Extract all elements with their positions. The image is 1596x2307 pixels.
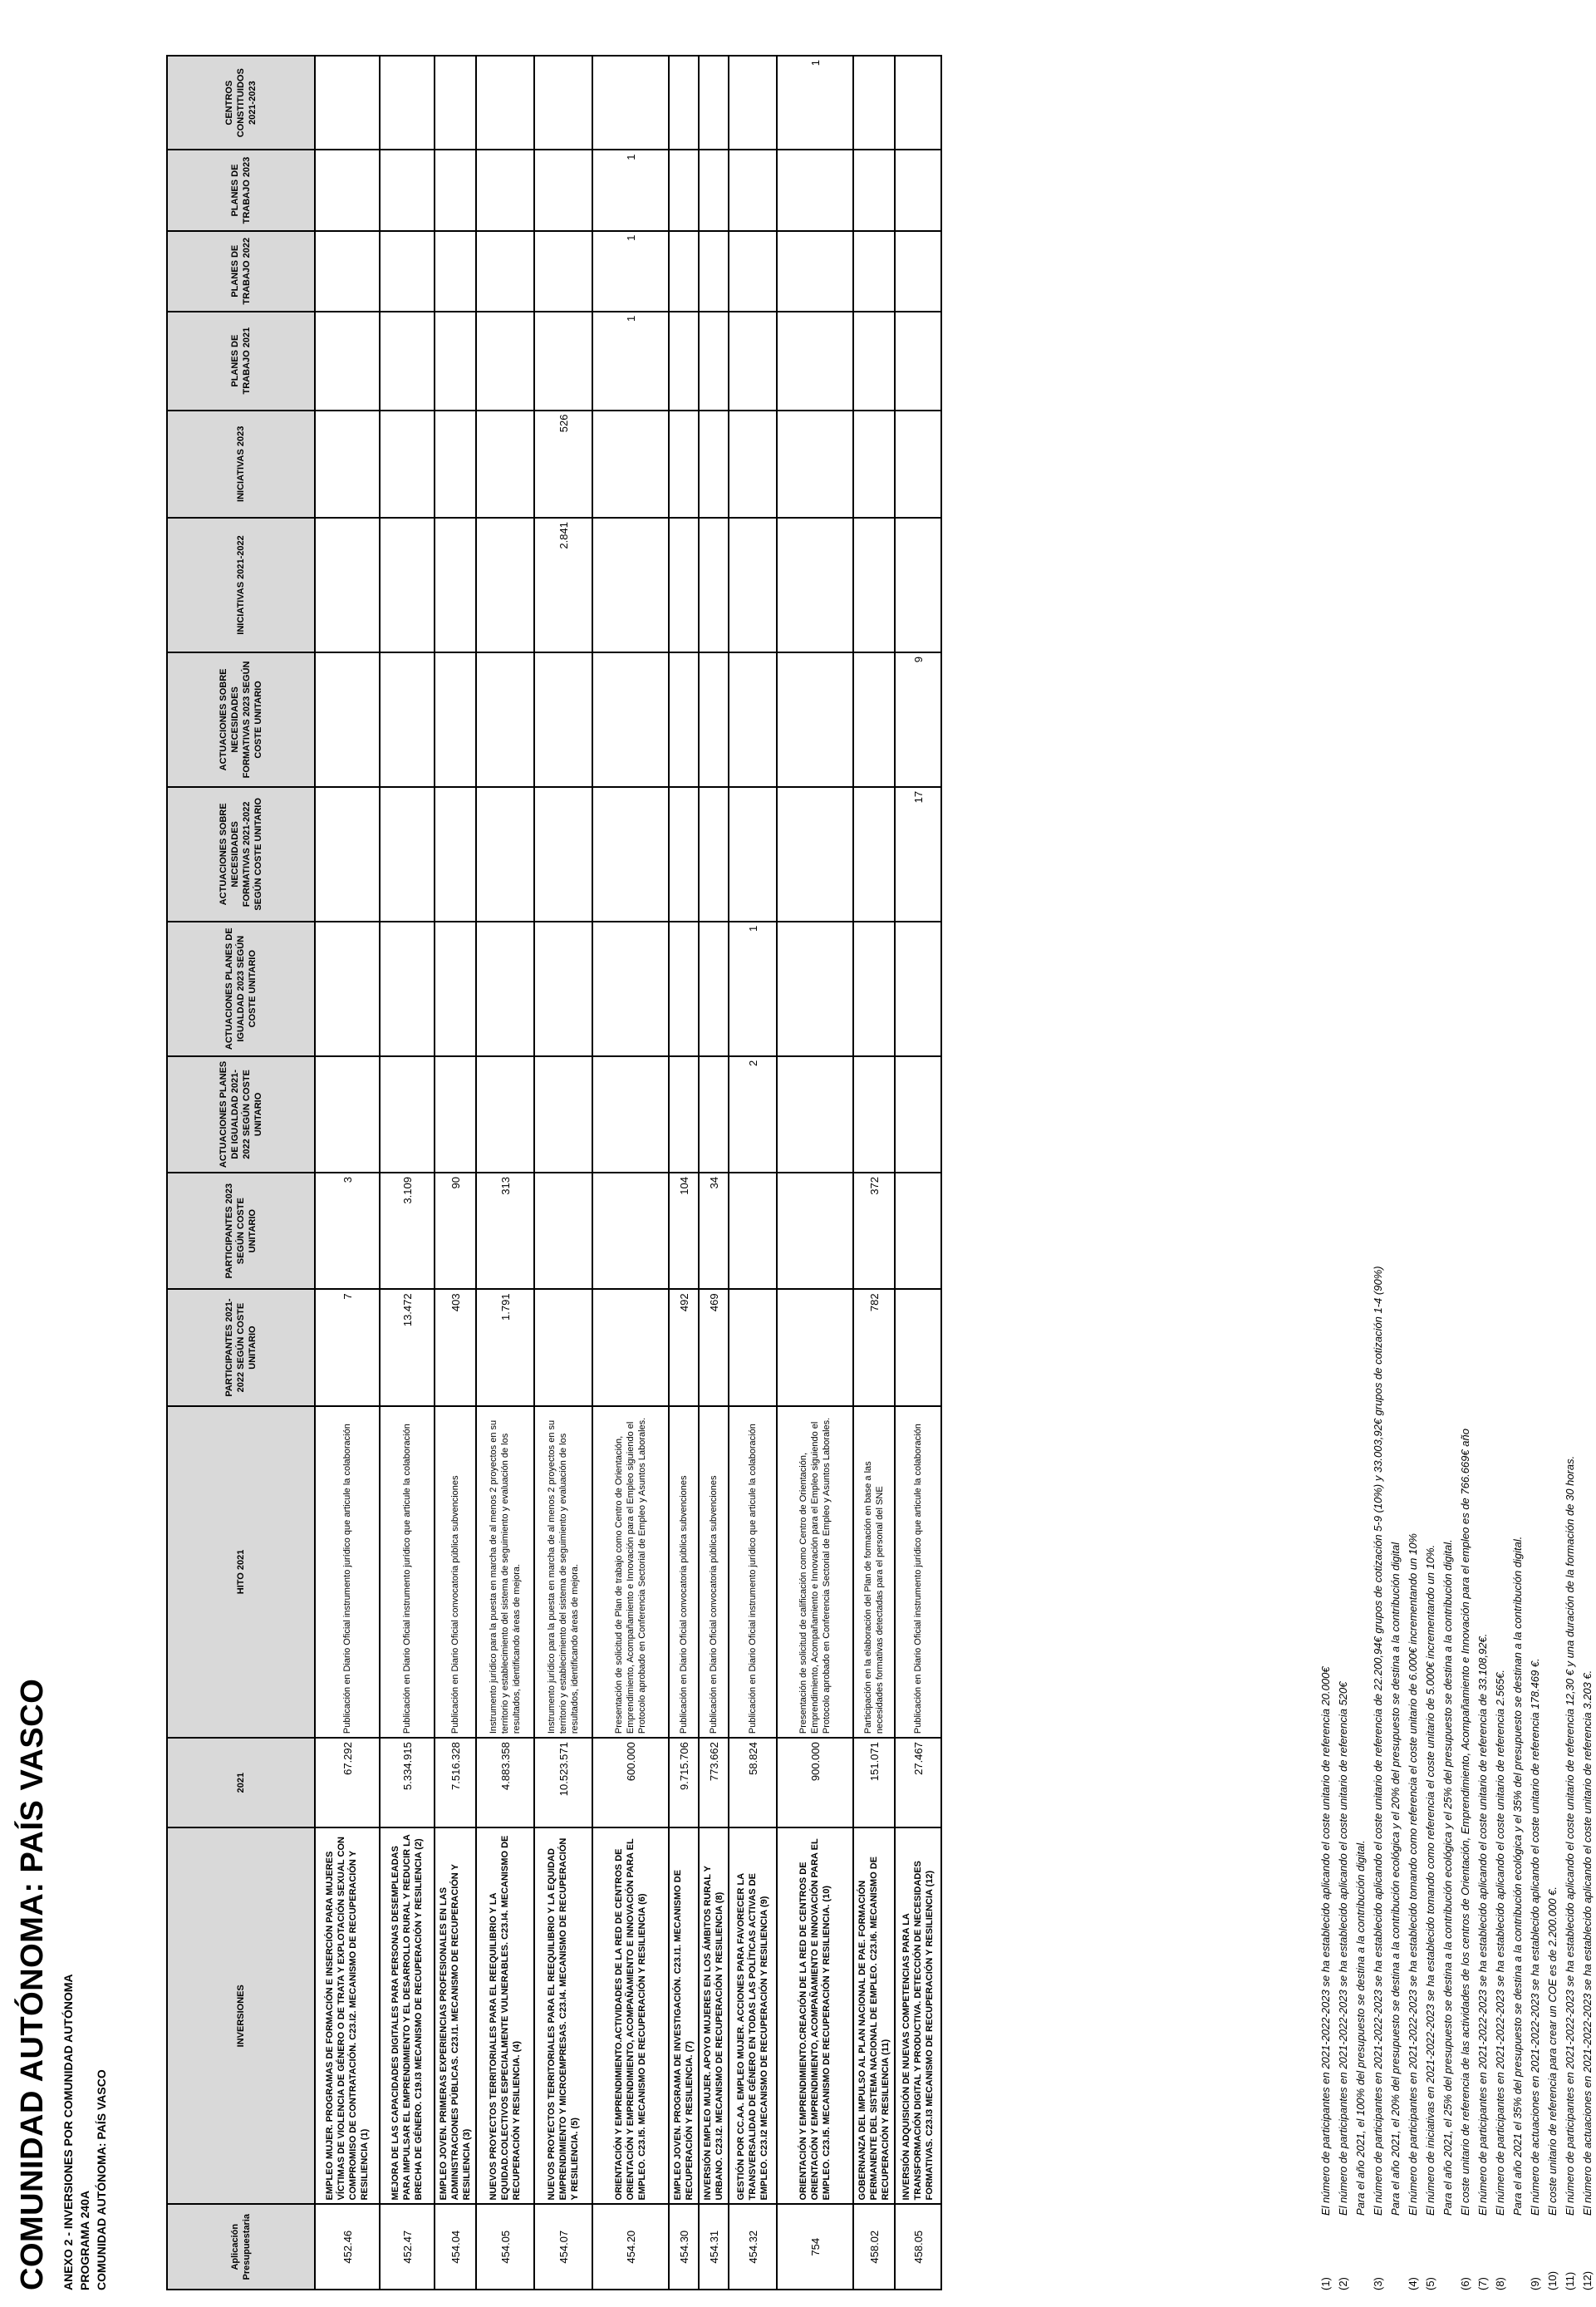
iniciativas-2023-cell <box>435 411 476 519</box>
igualdad-2021-2022-cell <box>380 1056 435 1173</box>
planes-2021-cell: 1 <box>592 312 669 411</box>
participantes-2023-cell <box>534 1173 592 1289</box>
aplicacion-cell: 454.07 <box>534 2204 592 2290</box>
planes-2023-cell <box>699 150 729 230</box>
inversion-cell: ORIENTACIÓN Y EMPRENDIMIENTO.CREACIÓN DE LA RED DE CENTROS DE ORIENTACIÓN Y EMPRENDIMIENTO, ACOMPAÑAMIENTO E INNOVACIÓN PARA EL EMPLEO. C23.I5. MECANISMO DE RECUPERACIÓN Y RESILIENCIA. (10) <box>777 1827 853 2204</box>
col-header-igualdad-2021-2022: ACTUACIONES PLANES DE IGUALDAD 2021-2022 SEGÚN COSTE UNITARIO <box>167 1056 315 1173</box>
footnote-text: Para el año 2021, el 20% del presupuesto se destina a la contribución ecológica y el 20% del presupuesto se destina a la contribución digital <box>1389 1542 1402 2216</box>
table-row <box>435 56 476 2290</box>
participantes-2023-cell <box>592 1173 669 1289</box>
iniciativas-2023-cell <box>729 411 777 519</box>
footnote-text: El número de participantes en 2021-2022-2023 se ha establecido aplicando el coste unitario de referencia 20.000€ <box>1319 1666 1332 2216</box>
formativas-2023-cell <box>777 652 853 787</box>
importe-2021-cell: 773.662 <box>699 1738 729 1827</box>
participantes-2023-cell: 313 <box>476 1173 534 1289</box>
importe-2021-cell: 7.516.328 <box>435 1738 476 1827</box>
hito-cell: Publicación en Diario Oficial convocatoria pública subvenciones <box>699 1406 729 1738</box>
iniciativas-2023-cell <box>895 411 941 519</box>
aplicacion-cell: 454.32 <box>729 2204 777 2290</box>
importe-2021-cell: 5.334.915 <box>380 1738 435 1827</box>
formativas-2021-2022-cell: 17 <box>895 787 941 922</box>
subtitle-block <box>60 1974 110 2290</box>
planes-2021-cell <box>729 312 777 411</box>
subtitle-line: COMUNIDAD AUTÓNOMA: PAÍS VASCO <box>95 2069 108 2290</box>
hito-cell: Publicación en Diario Oficial instrumento jurídico que articule la colaboración <box>895 1406 941 1738</box>
footnotes <box>1317 1266 1596 2290</box>
aplicacion-cell: 454.05 <box>476 2204 534 2290</box>
col-header-igualdad-2023: ACTUACIONES PLANES DE IGUALDAD 2023 SEGÚN COSTE UNITARIO <box>167 922 315 1056</box>
formativas-2021-2022-cell <box>315 787 380 922</box>
igualdad-2023-cell <box>380 922 435 1056</box>
formativas-2021-2022-cell <box>777 787 853 922</box>
table-row <box>380 56 435 2290</box>
planes-2022-cell <box>534 231 592 312</box>
participantes-2023-cell <box>777 1173 853 1289</box>
iniciativas-2021-2022-cell <box>315 518 380 652</box>
centros-cell <box>853 56 895 150</box>
col-header-inversiones: INVERSIONES <box>167 1827 315 2204</box>
formativas-2023-cell <box>729 652 777 787</box>
igualdad-2023-cell <box>669 922 699 1056</box>
aplicacion-cell: 454.20 <box>592 2204 669 2290</box>
table-row <box>895 56 941 2290</box>
formativas-2023-cell <box>476 652 534 787</box>
footnote-text: El número de participantes en 2021-2022-2023 se ha establecido tomando como referencia el coste unitario de 6.000€ incrementando un 10% <box>1407 1533 1419 2216</box>
formativas-2021-2022-cell <box>380 787 435 922</box>
participantes-2021-2022-cell: 7 <box>315 1289 380 1405</box>
inversion-cell: EMPLEO JOVEN. PROGRAMA DE INVESTIGACIÓN. C23.I1. MECANISMO DE RECUPERACIÓN Y RESILIENCIA. (7) <box>669 1827 699 2204</box>
formativas-2023-cell <box>435 652 476 787</box>
footnote <box>1422 1266 1439 2290</box>
importe-2021-cell: 600.000 <box>592 1738 669 1827</box>
hito-cell: Publicación en Diario Oficial instrumento jurídico que articule la colaboración <box>729 1406 777 1738</box>
footnote-text: El número de actuaciones en 2021-2022-2023 se ha establecido aplicando el coste unitario de referencia 178.469 €. <box>1529 1658 1541 2216</box>
iniciativas-2021-2022-cell <box>435 518 476 652</box>
investments-table <box>166 55 942 2290</box>
footnote-text: El número de participantes en 2021-2022-2023 se ha establecido aplicando el coste unitario de referencia de 22.200,94€ grupos de cotización 5-9 (10%) y 33.003,92€ grupos de cotización 1-4 (90%) <box>1372 1266 1384 2216</box>
table-row <box>853 56 895 2290</box>
igualdad-2023-cell <box>853 922 895 1056</box>
footnote-marker: (11) <box>1564 2271 1576 2290</box>
formativas-2023-cell <box>315 652 380 787</box>
centros-cell <box>669 56 699 150</box>
igualdad-2023-cell <box>534 922 592 1056</box>
footnote <box>1491 1266 1509 2290</box>
igualdad-2023-cell <box>895 922 941 1056</box>
formativas-2023-cell <box>669 652 699 787</box>
participantes-2021-2022-cell: 492 <box>669 1289 699 1405</box>
footnote-marker: (10) <box>1546 2270 1559 2290</box>
iniciativas-2021-2022-cell <box>777 518 853 652</box>
footnote <box>1509 1266 1526 2290</box>
participantes-2023-cell <box>729 1173 777 1289</box>
igualdad-2023-cell <box>315 922 380 1056</box>
planes-2023-cell: 1 <box>592 150 669 230</box>
footnote <box>1352 1266 1369 2290</box>
igualdad-2023-cell <box>699 922 729 1056</box>
igualdad-2021-2022-cell <box>435 1056 476 1173</box>
footnote <box>1317 1266 1334 2290</box>
iniciativas-2023-cell <box>592 411 669 519</box>
centros-cell <box>699 56 729 150</box>
hito-cell: Instrumento jurídico para la puesta en marcha de al menos 2 proyectos en su territorio y establecimiento del sistema de seguimiento y evaluación de los resultados, identificando áreas de mejora. <box>476 1406 534 1738</box>
centros-cell <box>435 56 476 150</box>
planes-2022-cell <box>729 231 777 312</box>
footnote-text: El número de participantes en 2021-2022-2023 se ha establecido aplicando el coste unitario de referencia 2.565€. <box>1494 1670 1506 2216</box>
subtitle-line: PROGRAMA 240A <box>78 2190 91 2290</box>
igualdad-2023-cell <box>476 922 534 1056</box>
iniciativas-2021-2022-cell <box>699 518 729 652</box>
igualdad-2021-2022-cell <box>315 1056 380 1173</box>
inversion-cell: ORIENTACIÓN Y EMPRENDIMIENTO.ACTIVIDADES DE LA RED DE CENTROS DE ORIENTACIÓN Y EMPRENDIMIENTO, ACOMPAÑAMIENTO E INNOVACIÓN PARA EL EMPLEO. C23.I5. MECANISMO DE RECUPERACIÓN Y RESILIENCIA (6) <box>592 1827 669 2204</box>
iniciativas-2021-2022-cell <box>669 518 699 652</box>
formativas-2021-2022-cell <box>534 787 592 922</box>
page-title: COMUNIDAD AUTÓNOMA: PAÍS VASCO <box>15 1678 50 2290</box>
formativas-2023-cell <box>853 652 895 787</box>
planes-2022-cell <box>380 231 435 312</box>
col-header-planes-2023: PLANES DE TRABAJO 2023 <box>167 150 315 230</box>
footnote-text: Para el año 2021, el 100% del presupuesto se destina a la contribución digital. <box>1354 1840 1367 2216</box>
footnote <box>1439 1266 1456 2290</box>
iniciativas-2023-cell: 526 <box>534 411 592 519</box>
iniciativas-2021-2022-cell <box>895 518 941 652</box>
participantes-2021-2022-cell: 403 <box>435 1289 476 1405</box>
centros-cell <box>315 56 380 150</box>
participantes-2021-2022-cell: 782 <box>853 1289 895 1405</box>
centros-cell <box>476 56 534 150</box>
inversion-cell: EMPLEO JOVEN. PRIMERAS EXPERIENCIAS PROFESIONALES EN LAS ADMINISTRACIONES PÚBLICAS. C23.I1. MECANISMO DE RECUPERACIÓN Y RESILIENCIA (3) <box>435 1827 476 2204</box>
igualdad-2021-2022-cell <box>476 1056 534 1173</box>
importe-2021-cell: 10.523.571 <box>534 1738 592 1827</box>
footnote-marker: (7) <box>1476 2277 1489 2290</box>
planes-2021-cell <box>699 312 729 411</box>
footnote-marker: (1) <box>1319 2277 1332 2290</box>
planes-2023-cell <box>853 150 895 230</box>
formativas-2021-2022-cell <box>592 787 669 922</box>
aplicacion-cell: 458.05 <box>895 2204 941 2290</box>
participantes-2021-2022-cell: 13.472 <box>380 1289 435 1405</box>
planes-2023-cell <box>380 150 435 230</box>
igualdad-2021-2022-cell <box>895 1056 941 1173</box>
iniciativas-2021-2022-cell <box>729 518 777 652</box>
importe-2021-cell: 151.071 <box>853 1738 895 1827</box>
participantes-2023-cell <box>895 1173 941 1289</box>
planes-2023-cell <box>669 150 699 230</box>
planes-2022-cell <box>853 231 895 312</box>
formativas-2021-2022-cell <box>853 787 895 922</box>
footnote <box>1561 1266 1579 2290</box>
footnote-marker: (9) <box>1529 2277 1541 2290</box>
iniciativas-2023-cell <box>853 411 895 519</box>
inversion-cell: NUEVOS PROYECTOS TERRITORIALES PARA EL REEQUILIBRIO Y LA EQUIDAD EMPRENDIMIENTO Y MICROEMPRESAS. C23.I4. MECANISMO DE RECUPERACIÓN Y RESILIENCIA. (5) <box>534 1827 592 2204</box>
planes-2023-cell <box>476 150 534 230</box>
aplicacion-cell: 458.02 <box>853 2204 895 2290</box>
igualdad-2021-2022-cell <box>669 1056 699 1173</box>
planes-2022-cell <box>476 231 534 312</box>
formativas-2023-cell <box>699 652 729 787</box>
formativas-2021-2022-cell <box>699 787 729 922</box>
planes-2023-cell <box>777 150 853 230</box>
table-header-row <box>167 56 315 2290</box>
inversion-cell: INVERSIÓN ADQUISICIÓN DE NUEVAS COMPETENCIAS PARA LA TRANSFORMACIÓN DIGITAL Y PRODUCTIVA. DETECCIÓN DE NECESIDADES FORMATIVAS. C23.I3 MECANISMO DE RECUPERACIÓN Y RESILIENCIA (12) <box>895 1827 941 2204</box>
planes-2021-cell <box>534 312 592 411</box>
participantes-2023-cell: 3 <box>315 1173 380 1289</box>
footnote-marker: (3) <box>1372 2277 1384 2290</box>
participantes-2023-cell: 372 <box>853 1173 895 1289</box>
formativas-2023-cell <box>592 652 669 787</box>
inversion-cell: GESTIÓN POR CC.AA. EMPLEO MUJER. ACCIONES PARA FAVORECER LA TRANSVERSALIDAD DE GÉNERO EN TODAS LAS POLÍTICAS ACTIVAS DE EMPLEO. C23.I2 MECANISMO DE RECUPERACIÓN Y RESILIENCIA (9) <box>729 1827 777 2204</box>
formativas-2023-cell: 9 <box>895 652 941 787</box>
planes-2021-cell <box>777 312 853 411</box>
participantes-2021-2022-cell <box>895 1289 941 1405</box>
footnote-text: Para el año 2021, el 25% del presupuesto se destina a la contribución ecológica y el 25% del presupuesto se destina a la contribución digital. <box>1441 1539 1454 2216</box>
footnote-text: Para el año 2021 el 35% del presupuesto se destina a la contribución ecológica y el 35% del presupuesto se destinan a la contribución digital. <box>1511 1536 1524 2216</box>
igualdad-2021-2022-cell <box>777 1056 853 1173</box>
hito-cell: Publicación en Diario Oficial convocatoria pública subvenciones <box>669 1406 699 1738</box>
footnote-text: El número de participantes en 2021-2022-2023 se ha establecido aplicando el coste unitario de referencia de 33.108,92€. <box>1476 1633 1489 2216</box>
participantes-2023-cell: 90 <box>435 1173 476 1289</box>
col-header-centros: CENTROS CONSTITUIDOS 2021-2023 <box>167 56 315 150</box>
iniciativas-2021-2022-cell <box>476 518 534 652</box>
centros-cell <box>592 56 669 150</box>
col-header-participantes-2021-2022: PARTICIPANTES 2021-2022 SEGÚN COSTE UNITARIO <box>167 1289 315 1405</box>
aplicacion-cell: 454.30 <box>669 2204 699 2290</box>
planes-2022-cell <box>315 231 380 312</box>
iniciativas-2023-cell <box>315 411 380 519</box>
table-row <box>476 56 534 2290</box>
iniciativas-2021-2022-cell: 2.841 <box>534 518 592 652</box>
col-header-aplicacion: Aplicación Presupuestaria <box>167 2204 315 2290</box>
planes-2023-cell <box>435 150 476 230</box>
planes-2022-cell: 1 <box>592 231 669 312</box>
participantes-2021-2022-cell <box>777 1289 853 1405</box>
igualdad-2023-cell <box>777 922 853 1056</box>
hito-cell: Presentación de solicitud de Plan de trabajo como Centro de Orientación, Emprendimiento, Acompañamiento e Innovación para el Empleo siguiendo el Protocolo aprobado en Conferencia Sectorial de Empleo y Asuntos Laborales. <box>592 1406 669 1738</box>
iniciativas-2023-cell <box>380 411 435 519</box>
table-body <box>315 56 941 2290</box>
col-header-iniciativas-2023: INICIATIVAS 2023 <box>167 411 315 519</box>
planes-2021-cell <box>315 312 380 411</box>
footnote-marker: (2) <box>1337 2277 1349 2290</box>
footnote <box>1544 1266 1561 2290</box>
planes-2022-cell <box>435 231 476 312</box>
participantes-2021-2022-cell: 1.791 <box>476 1289 534 1405</box>
planes-2022-cell <box>669 231 699 312</box>
hito-cell: Participación en la elaboración del Plan de formación en base a las necesidades formativas detectadas para el personal del SNE <box>853 1406 895 1738</box>
footnote-marker: (12) <box>1581 2270 1594 2290</box>
iniciativas-2021-2022-cell <box>592 518 669 652</box>
planes-2021-cell <box>853 312 895 411</box>
aplicacion-cell: 754 <box>777 2204 853 2290</box>
planes-2023-cell <box>895 150 941 230</box>
participantes-2021-2022-cell <box>729 1289 777 1405</box>
subtitle-line: ANEXO 2 - INVERSIONES POR COMUNIDAD AUTÓNOMA <box>61 1974 75 2290</box>
importe-2021-cell: 900.000 <box>777 1738 853 1827</box>
col-header-hito: HITO 2021 <box>167 1406 315 1738</box>
igualdad-2021-2022-cell <box>853 1056 895 1173</box>
participantes-2021-2022-cell: 469 <box>699 1289 729 1405</box>
footnote-text: El número de participantes en 2021-2022-2023 se ha establecido aplicando el coste unitario de referencia 520€ <box>1337 1681 1349 2216</box>
formativas-2021-2022-cell <box>435 787 476 922</box>
importe-2021-cell: 67.292 <box>315 1738 380 1827</box>
inversion-cell: EMPLEO MUJER. PROGRAMAS DE FORMACIÓN E INSERCIÓN PARA MUJERES VÍCTIMAS DE VIOLENCIA DE GÉNERO O DE TRATA Y EXPLOTACIÓN SEXUAL CON COMPROMISO DE CONTRATACIÓN. C23.I2. MECANISMO DE RECUPERACIÓN Y RESILIENCIA (1) <box>315 1827 380 2204</box>
centros-cell <box>380 56 435 150</box>
participantes-2021-2022-cell <box>534 1289 592 1405</box>
iniciativas-2021-2022-cell <box>380 518 435 652</box>
footnote <box>1334 1266 1352 2290</box>
inversion-cell: NUEVOS PROYECTOS TERRITORIALES PARA EL REEQUILIBRIO Y LA EQUIDAD.COLECTIVOS ESPECIALMENTE VULNERABLES. C23.I4. MECANISMO DE RECUPERACIÓN Y RESILIENCIA. (4) <box>476 1827 534 2204</box>
table-row <box>699 56 729 2290</box>
centros-cell <box>534 56 592 150</box>
footnote <box>1456 1266 1474 2290</box>
importe-2021-cell: 27.467 <box>895 1738 941 1827</box>
planes-2021-cell <box>476 312 534 411</box>
planes-2022-cell <box>895 231 941 312</box>
iniciativas-2023-cell <box>476 411 534 519</box>
col-header-planes-2021: PLANES DE TRABAJO 2021 <box>167 312 315 411</box>
importe-2021-cell: 58.824 <box>729 1738 777 1827</box>
aplicacion-cell: 454.31 <box>699 2204 729 2290</box>
footnote-marker: (4) <box>1407 2277 1419 2290</box>
footnote-marker: (8) <box>1494 2277 1506 2290</box>
planes-2021-cell <box>380 312 435 411</box>
iniciativas-2023-cell <box>669 411 699 519</box>
footnote <box>1369 1266 1387 2290</box>
footnote-text: El coste unitario de referencia de las actividades de los centros de Orientación, Emprendimiento, Acompañamiento e Innovación para el empleo es de 766.669€ año <box>1459 1429 1471 2216</box>
col-header-formativas-2021-2022: ACTUACIONES SOBRE NECESIDADES FORMATIVAS 2021-2022 SEGÚN COSTE UNITARIO <box>167 787 315 922</box>
footnote <box>1474 1266 1491 2290</box>
iniciativas-2021-2022-cell <box>853 518 895 652</box>
aplicacion-cell: 452.46 <box>315 2204 380 2290</box>
aplicacion-cell: 454.04 <box>435 2204 476 2290</box>
importe-2021-cell: 4.883.358 <box>476 1738 534 1827</box>
hito-cell: Publicación en Diario Oficial instrumento jurídico que articule la colaboración <box>380 1406 435 1738</box>
centros-cell: 1 <box>777 56 853 150</box>
planes-2023-cell <box>534 150 592 230</box>
footnote-text: El número de participantes en 2021-2022-2023 se ha establecido aplicando el coste unitario de referencia 12,30 € y una duración de la formación de 30 horas. <box>1564 1455 1576 2216</box>
formativas-2023-cell <box>534 652 592 787</box>
formativas-2021-2022-cell <box>729 787 777 922</box>
participantes-2023-cell: 34 <box>699 1173 729 1289</box>
table-row <box>669 56 699 2290</box>
participantes-2023-cell: 104 <box>669 1173 699 1289</box>
planes-2021-cell <box>895 312 941 411</box>
footnote <box>1526 1266 1544 2290</box>
iniciativas-2023-cell <box>699 411 729 519</box>
col-header-participantes-2023: PARTICIPANTES 2023 SEGÚN COSTE UNITARIO <box>167 1173 315 1289</box>
formativas-2021-2022-cell <box>669 787 699 922</box>
table-row <box>729 56 777 2290</box>
hito-cell: Publicación en Diario Oficial instrumento jurídico que articule la colaboración <box>315 1406 380 1738</box>
footnote-text: El número de iniciativas en 2021-2022-2023 se ha establecido tomando como referencia el coste unitario de 5.000€ incrementando un 10%. <box>1424 1544 1436 2216</box>
planes-2021-cell <box>435 312 476 411</box>
igualdad-2023-cell <box>592 922 669 1056</box>
col-header-iniciativas-2021-2022: INICIATIVAS 2021-2022 <box>167 518 315 652</box>
igualdad-2023-cell <box>435 922 476 1056</box>
footnote <box>1579 1266 1596 2290</box>
hito-cell: Presentación de solicitud de calificación como Centro de Orientación, Emprendimiento, Acompañamiento e Innovación para el Empleo siguiendo el Protocolo aprobado en Conferencia Sectorial de Empleo y Asuntos Laborales. <box>777 1406 853 1738</box>
participantes-2021-2022-cell <box>592 1289 669 1405</box>
importe-2021-cell: 9.715.706 <box>669 1738 699 1827</box>
iniciativas-2023-cell <box>777 411 853 519</box>
planes-2023-cell <box>729 150 777 230</box>
inversion-cell: INVERSIÓN EMPLEO MUJER. APOYO MUJERES EN LOS ÁMBITOS RURAL Y URBANO. C23.I2. MECANISMO DE RECUPERACIÓN Y RESILIENCIA (8) <box>699 1827 729 2204</box>
footnote-text: El coste unitario de referencia para crear un COE es de 2.200.000 €. <box>1546 1886 1559 2216</box>
planes-2022-cell <box>777 231 853 312</box>
participantes-2023-cell: 3.109 <box>380 1173 435 1289</box>
table-row <box>534 56 592 2290</box>
table-row <box>592 56 669 2290</box>
planes-2023-cell <box>315 150 380 230</box>
igualdad-2021-2022-cell <box>699 1056 729 1173</box>
igualdad-2021-2022-cell: 2 <box>729 1056 777 1173</box>
footnote-marker: (5) <box>1424 2277 1436 2290</box>
footnote <box>1387 1266 1404 2290</box>
footnote <box>1404 1266 1422 2290</box>
table-row <box>315 56 380 2290</box>
centros-cell <box>729 56 777 150</box>
inversion-cell: GOBERNANZA DEL IMPULSO AL PLAN NACIONAL DE PAE. FORMACIÓN PERMANENTE DEL SISTEMA NACIONAL DE EMPLEO. C23.I6. MECANISMO DE RECUPERACIÓN Y RESILIENCIA (11) <box>853 1827 895 2204</box>
formativas-2021-2022-cell <box>476 787 534 922</box>
hito-cell: Publicación en Diario Oficial convocatoria pública subvenciones <box>435 1406 476 1738</box>
formativas-2023-cell <box>380 652 435 787</box>
footnote-marker: (6) <box>1459 2277 1471 2290</box>
igualdad-2021-2022-cell <box>534 1056 592 1173</box>
col-header-formativas-2023: ACTUACIONES SOBRE NECESIDADES FORMATIVAS 2023 SEGÚN COSTE UNITARIO <box>167 652 315 787</box>
igualdad-2023-cell: 1 <box>729 922 777 1056</box>
igualdad-2021-2022-cell <box>592 1056 669 1173</box>
planes-2022-cell <box>699 231 729 312</box>
col-header-planes-2022: PLANES DE TRABAJO 2022 <box>167 231 315 312</box>
table-row <box>777 56 853 2290</box>
centros-cell <box>895 56 941 150</box>
col-header-2021: 2021 <box>167 1738 315 1827</box>
aplicacion-cell: 452.47 <box>380 2204 435 2290</box>
hito-cell: Instrumento jurídico para la puesta en marcha de al menos 2 proyectos en su territorio y establecimiento del sistema de seguimiento y evaluación de los resultados, identificando áreas de mejora. <box>534 1406 592 1738</box>
footnote-text: El número de actuaciones en 2021-2022-2023 se ha establecido aplicando el coste unitario de referencia 3.203 €. <box>1581 1670 1594 2216</box>
inversion-cell: MEJORA DE LAS CAPACIDADES DIGITALES PARA PERSONAS DESEMPLEADAS PARA IMPULSAR EL EMPRENDIMIENTO Y EL DESARROLLO RURAL Y REDUCIR LA BRECHA DE GÉNERO. C19.I3 MECANISMO DE RECUPERACIÓN Y RESILIENCIA (2) <box>380 1827 435 2204</box>
planes-2021-cell <box>669 312 699 411</box>
